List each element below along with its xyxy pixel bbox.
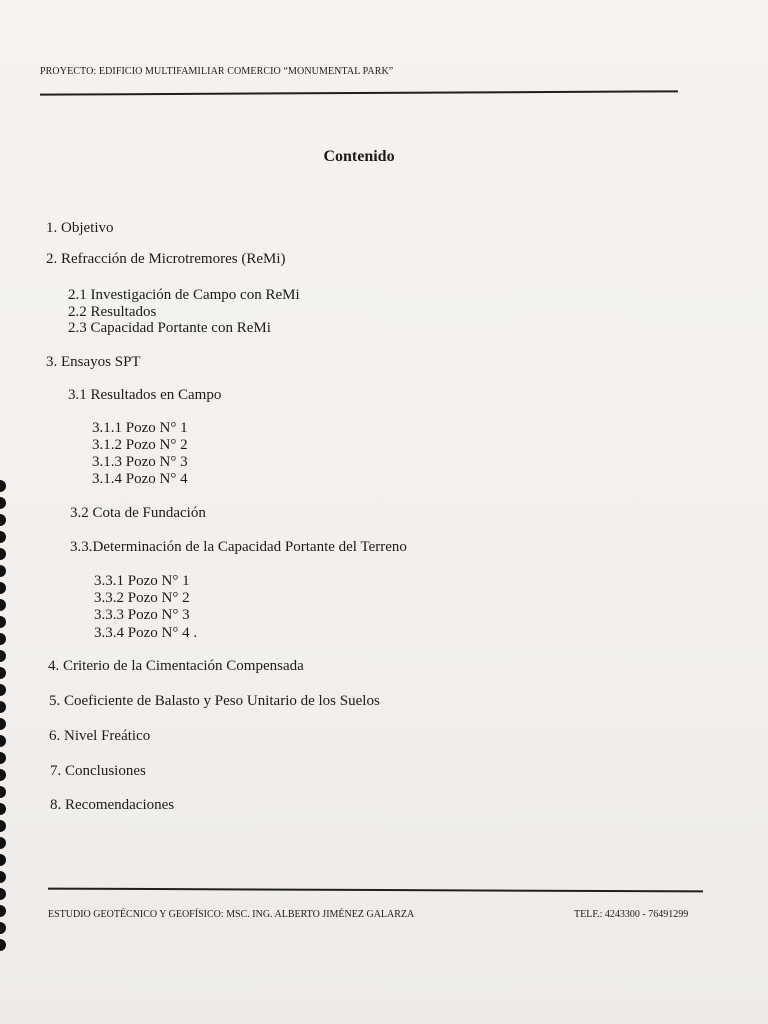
page-title: Contenido	[323, 148, 395, 165]
toc-item: 3.3.2 Pozo N° 2	[94, 590, 190, 606]
toc-item: 2.1 Investigación de Campo con ReMi	[68, 287, 300, 303]
toc-item: 8. Recomendaciones	[50, 797, 175, 813]
toc-item: 2.2 Resultados	[68, 304, 157, 320]
toc-item: 3.1 Resultados en Campo	[68, 387, 222, 403]
toc-item: 3.3.4 Pozo N° 4 .	[94, 625, 198, 641]
project-header: PROYECTO: EDIFICIO MULTIFAMILIAR COMERCIO “MONUMENTAL PARK”	[40, 66, 394, 77]
toc-item: 5. Coeficiente de Balasto y Peso Unitario de los Suelos	[49, 693, 380, 709]
author-footer: ESTUDIO GEOTÉCNICO Y GEOFÍSICO: MSC. ING. ALBERTO JIMÉNEZ GALARZA	[48, 909, 415, 920]
toc-item: 3.3.Determinación de la Capacidad Portante del Terreno	[70, 539, 407, 555]
toc-item: 3.1.3 Pozo N° 3	[92, 454, 188, 470]
toc-item: 3.2 Cota de Fundación	[70, 505, 206, 521]
toc-item: 3.3.1 Pozo N° 1	[94, 573, 190, 589]
toc-item: 2. Refracción de Microtremores (ReMi)	[46, 251, 286, 267]
toc-item: 3.1.4 Pozo N° 4	[92, 471, 188, 487]
toc-item: 3. Ensayos SPT	[46, 354, 141, 370]
toc-item: 7. Conclusiones	[50, 763, 146, 779]
toc-item: 2.3 Capacidad Portante con ReMi	[68, 320, 271, 336]
toc-item: 3.1.1 Pozo N° 1	[92, 420, 188, 436]
phone-footer: TELF.: 4243300 - 76491299	[574, 909, 689, 920]
toc-item: 1. Objetivo	[46, 220, 114, 236]
toc-item: 6. Nivel Freático	[49, 728, 151, 744]
toc-item: 3.1.2 Pozo N° 2	[92, 437, 188, 453]
toc-item: 4. Criterio de la Cimentación Compensada	[48, 658, 304, 674]
toc-item: 3.3.3 Pozo N° 3	[94, 607, 190, 623]
